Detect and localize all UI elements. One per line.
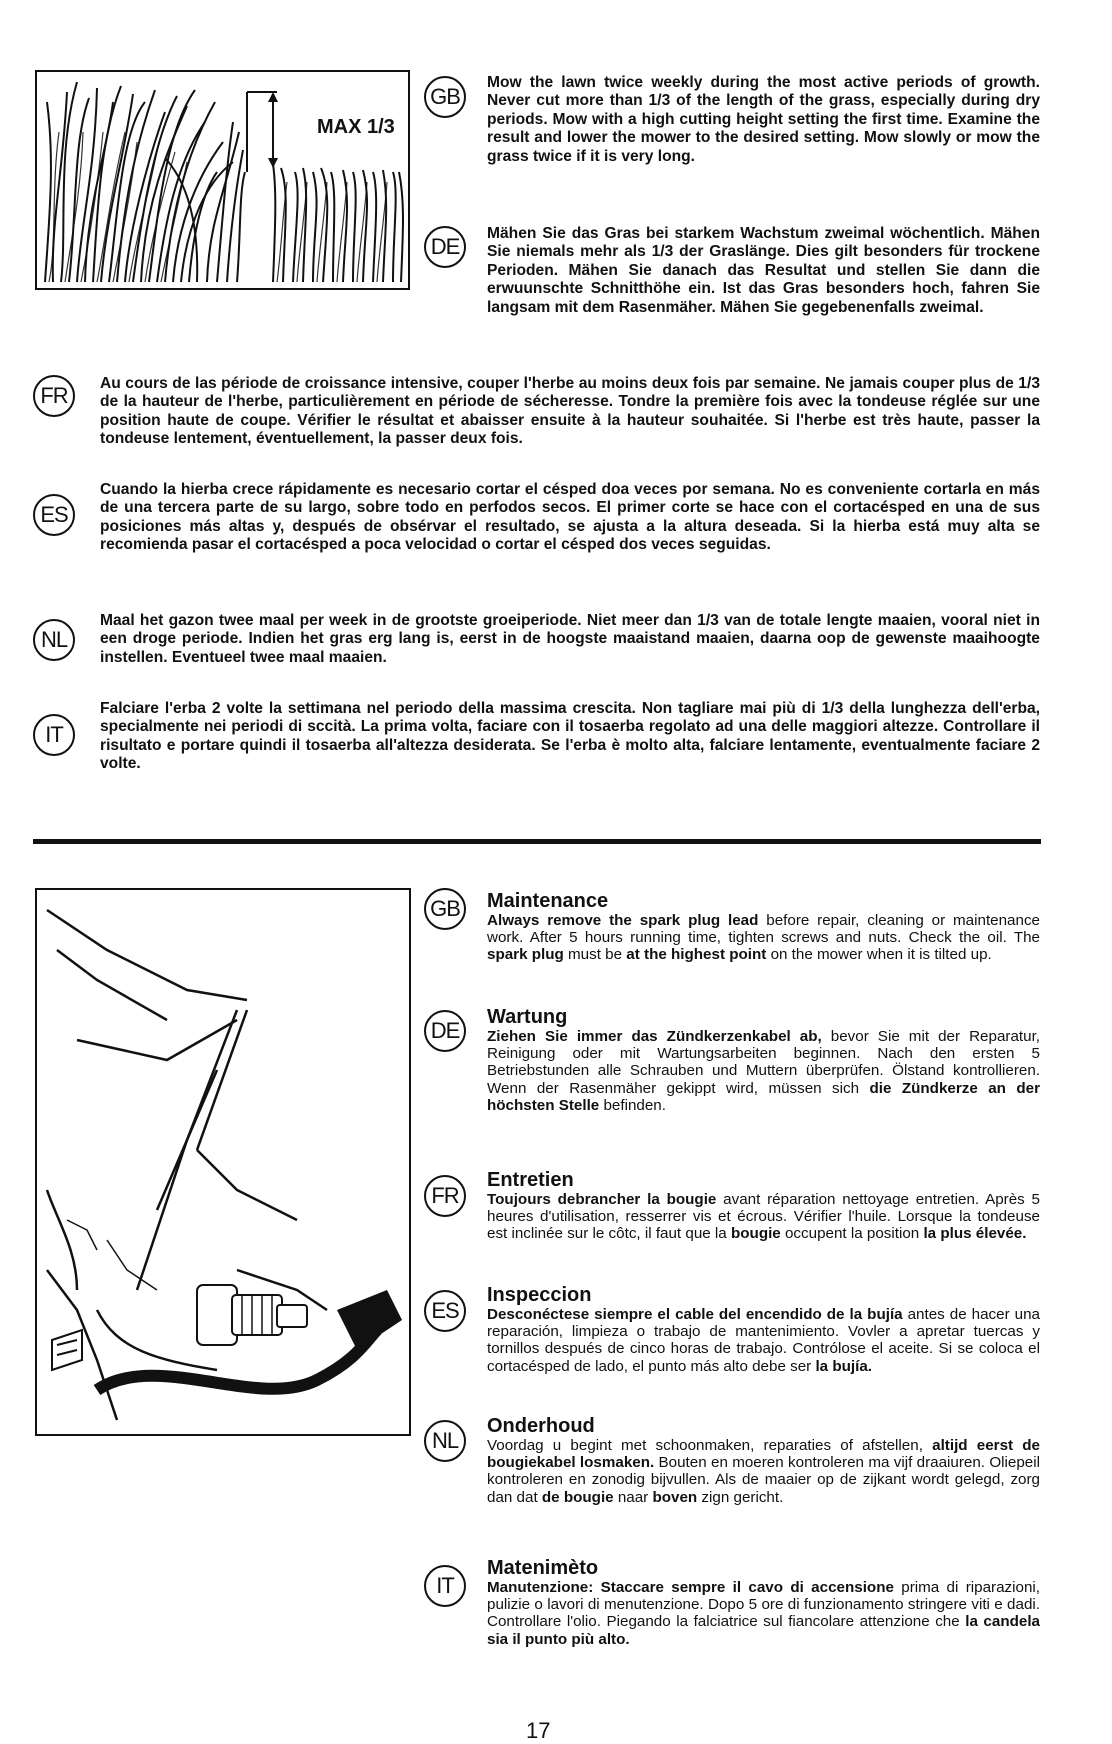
bold-run: Toujours debrancher la bougie xyxy=(487,1191,717,1208)
lang-badge-gb: GB xyxy=(424,76,466,118)
maintenance-text-es xyxy=(487,1306,1040,1375)
maintenance-section-es xyxy=(487,1284,1040,1375)
maintenance-heading-es: Inspeccion xyxy=(487,1284,592,1306)
spark-plug-figure xyxy=(35,888,411,1436)
max-label: MAX 1/3 xyxy=(317,116,395,138)
lang-badge-fr-maint: FR xyxy=(424,1175,466,1217)
bold-run: la candela sia il punto più alto. xyxy=(487,1613,1040,1648)
text-run: must be xyxy=(563,946,627,964)
bold-run: die Zündkerze an der höchsten Stelle xyxy=(487,1079,1040,1114)
maintenance-text-it xyxy=(487,1579,1040,1648)
maintenance-section-gb xyxy=(487,890,1040,964)
text-run: Bouten en moeren kontroleren ma vijf draaiuren. Oliepeil kontroleren en zonodig bijvullen. Als de maaier op de zijkant wordt gelegd, zorg dan dat xyxy=(487,1454,1040,1506)
maintenance-section-it xyxy=(487,1557,1040,1648)
section-divider xyxy=(33,839,1041,844)
bold-run: la bujía. xyxy=(815,1357,872,1375)
lang-badge-it: IT xyxy=(33,714,75,756)
bold-run: at the highest point xyxy=(626,946,767,964)
bold-run: Always remove the spark plug lead xyxy=(487,912,759,929)
maintenance-text-gb xyxy=(487,912,1040,964)
text-run: befinden. xyxy=(599,1096,666,1114)
maintenance-heading-de: Wartung xyxy=(487,1006,568,1028)
maintenance-text-fr xyxy=(487,1191,1040,1243)
text-run: antes de hacer una reparación, limpieza o trabajo de mantenimiento. Vovler a apretar tuercas y tornillos después de cinco horas de trabajo. Contrólose el aceite. Si se coloca el cortacésped de lado, el punto más alto debe ser xyxy=(487,1306,1040,1375)
lang-badge-nl-maint: NL xyxy=(424,1420,466,1462)
maintenance-heading-nl: Onderhoud xyxy=(487,1415,595,1437)
maintenance-section-de xyxy=(487,1006,1040,1114)
text-run: on the mower when it is tilted up. xyxy=(766,946,992,964)
maintenance-heading-it: Matenimèto xyxy=(487,1557,599,1579)
bold-run: Desconéctese siempre el cable del encendido de la bujía xyxy=(487,1306,903,1323)
maintenance-section-fr xyxy=(487,1169,1040,1243)
bold-run: Ziehen Sie immer das Zündkerzenkabel ab, xyxy=(487,1028,822,1045)
mowing-text-it: Falciare l'erba 2 volte la settimana nel periodo della massima crescita. Non tagliare mai più di 1/3 della lunghezza dell'erba, specialmente nei periodi di sccità. La prima volta, faciare con il tosaerba regolato ad una delle maggiori altezze. Controllare il risultato e portare quindi il tosaerba all'altezza desiderata. Se l'erba è molto alta, falciare lentamente, eventualmente faciare 2 volte. xyxy=(100,700,1040,773)
mowing-text-de: Mähen Sie das Gras bei starkem Wachstum zweimal wöchentlich. Mähen Sie niemals mehr als 1/3 der Graslänge. Dies gilt besonders für trockene Perioden. Mähen Sie danach das Resultat und stellen Sie dann die erwuunschte Schnitthöhe ein. Ist das Gras besonders hoch, fahren Sie langsam mit dem Rasenmäher. Mähen Sie gegebenenfalls zweimal. xyxy=(487,225,1040,316)
mowing-text-nl: Maal het gazon twee maal per week in de grootste groeiperiode. Niet meer dan 1/3 van de totale lengte maaien, vooral niet in een droge periode. Indien het gras erg lang is, eerst in de hoogste maaistand maaien, daarna oop de gewenste maaihoogte instellen. Eventueel twee maal maaien. xyxy=(100,612,1040,666)
lang-badge-nl: NL xyxy=(33,619,75,661)
maintenance-text-de xyxy=(487,1028,1040,1114)
mowing-text-fr: Au cours de las période de croissance intensive, couper l'herbe au moins deux fois par semaine. Ne jamais couper plus de 1/3 de la hauteur de l'herbe, particulièrement en période de sécheresse. Tondre la première fois avec la tondeuse réglée sur une position haute de coupe. Vérifier le résultat et abaisser ensuite à la hauteur souhaitée. Si l'herbe est très haute, passer la tondeuse lentement, éventuellement, la passer deux fois. xyxy=(100,375,1040,448)
text-run: naar xyxy=(613,1488,653,1506)
lang-badge-de: DE xyxy=(424,226,466,268)
text-run: prima di riparazioni, pulizie o lavori di menutenzione. Dopo 5 ore di funzionamento stringere viti e dadi. Controllare l'olio. Piegando la falciatrice sul fiancolare attenzione che xyxy=(487,1579,1040,1631)
bold-run: Manutenzione: Staccare sempre il cavo di accensione xyxy=(487,1579,894,1596)
text-run: before repair, cleaning or maintenance work. After 5 hours running time, tighten screws and nuts. Check the oil. The xyxy=(487,912,1040,947)
text-run: avant réparation nettoyage entretien. Après 5 heures d'utilisation, resserrer vis et écrous. Vérifier l'huile. Lorsque la tondeuse est inclinée sur le côtc, il faut que la xyxy=(487,1191,1040,1243)
mower-illustration xyxy=(37,890,409,1434)
maintenance-heading-fr: Entretien xyxy=(487,1169,574,1191)
bold-run: altijd eerst de bougiekabel losmaken. xyxy=(487,1437,1041,1472)
grass-illustration xyxy=(37,72,408,288)
text-run: zign gericht. xyxy=(697,1488,784,1506)
text-run: occupent la position xyxy=(780,1225,924,1243)
text-run: bevor Sie mit der Reparatur, Reinigung oder mit Wartungsarbeiten beginnen. Nach den ersten 5 Betriebstunden alle Schrauben und Muttern überprüfen. Ölstand kontrollieren. Wenn der Rasenmäher gekippt wird, müssen sich xyxy=(487,1028,1041,1097)
mowing-text-es: Cuando la hierba crece rápidamente es necesario cortar el césped doa veces por semana. No es conveniente cortarla en más de una tercera parte de su largo, sobre todo en perfodos secos. El primer corte se hace con el cortacésped en una de sus posiciones más altas y, después de obsérvar el resultado, se ajusta a la altura deseada. Si la hierba está muy alta se recomienda pasar el cortacésped a poca velocidad o cortar el césped dos veces seguidas. xyxy=(100,481,1040,554)
lang-badge-de-maint: DE xyxy=(424,1010,466,1052)
bold-run: bougie xyxy=(730,1225,781,1243)
bold-run: spark plug xyxy=(487,946,564,964)
bold-run: de bougie xyxy=(541,1488,614,1506)
grass-height-figure xyxy=(35,70,410,290)
maintenance-heading-gb: Maintenance xyxy=(487,890,609,912)
lang-badge-es: ES xyxy=(33,494,75,536)
page-number: 17 xyxy=(526,1718,551,1743)
lang-badge-gb-maint: GB xyxy=(424,888,466,930)
mowing-text-gb: Mow the lawn twice weekly during the most active periods of growth. Never cut more than 1/3 of the length of the grass, especially during dry periods. Mow with a high cutting height setting the first time. Examine the result and lower the mower to the desired setting. Mow slowly or mow the grass twice if it is very long. xyxy=(487,74,1040,165)
maintenance-text-nl xyxy=(487,1437,1040,1506)
bold-run: la plus élevée. xyxy=(923,1225,1027,1243)
lang-badge-es-maint: ES xyxy=(424,1290,466,1332)
lang-badge-fr: FR xyxy=(33,375,75,417)
maintenance-section-nl xyxy=(487,1415,1040,1506)
bold-run: boven xyxy=(652,1488,698,1506)
text-run: Voordag u begint met schoonmaken, reparaties of afstellen, xyxy=(487,1437,933,1454)
lang-badge-it-maint: IT xyxy=(424,1565,466,1607)
